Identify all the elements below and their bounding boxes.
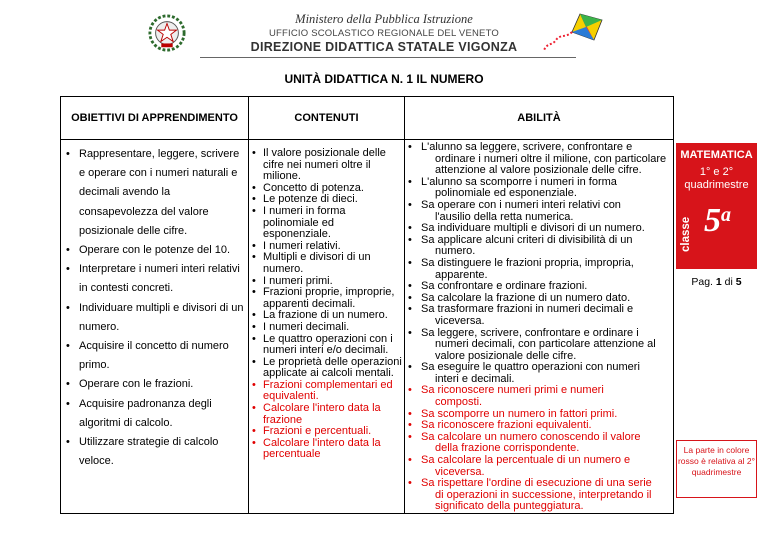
content-item: • I numeri decimali. bbox=[249, 322, 402, 334]
curriculum-table bbox=[60, 96, 674, 514]
red-part-note: La parte in colore rosso è relativa al 2° quadrimestre bbox=[676, 440, 757, 498]
objective-item: • Interpretare i numeri interi relativi in contesti concreti. bbox=[61, 260, 244, 298]
content-item: • I numeri primi. bbox=[249, 276, 402, 288]
class-number-suffix: a bbox=[721, 204, 731, 226]
ability-text: Sa operare con i numeri interi relativi con bbox=[421, 198, 621, 211]
class-number-digit: 5 bbox=[704, 202, 721, 239]
objective-item: • Operare con le potenze del 10. bbox=[61, 241, 244, 260]
ability-item bbox=[405, 385, 671, 408]
ability-item bbox=[405, 258, 671, 281]
abilities-cell bbox=[405, 140, 674, 514]
ability-item bbox=[405, 432, 671, 455]
ability-text: L'alunno sa leggere, scrivere, confrontare e bbox=[421, 141, 633, 153]
ability-text: Sa calcolare un numero conoscendo il valore bbox=[421, 430, 641, 443]
ability-text: Sa confrontare e ordinare frazioni. bbox=[421, 280, 588, 293]
quadrimestre-line-2: quadrimestre bbox=[684, 179, 749, 191]
quadrimestre-line-1: 1° e 2° bbox=[699, 166, 734, 178]
column-header-objectives: OBIETTIVI DI APPRENDIMENTO bbox=[61, 97, 249, 140]
ability-text-continued: numero. bbox=[435, 245, 476, 258]
objective-item: • Operare con le frazioni. bbox=[61, 375, 244, 394]
content-item: • Calcolare l'intero data la frazione bbox=[249, 403, 402, 426]
ability-item bbox=[405, 455, 671, 478]
content-item: • Frazioni proprie, improprie, apparenti decimali. bbox=[249, 287, 402, 310]
content-item: • Le quattro operazioni con i numeri interi e/o decimali. bbox=[249, 334, 402, 357]
content-item: • Calcolare l'intero data la percentuale bbox=[249, 438, 402, 461]
column-header-contents: CONTENUTI bbox=[249, 97, 405, 140]
ability-text-continued: apparente. bbox=[435, 268, 488, 281]
content-item: • Frazioni e percentuali. bbox=[249, 426, 402, 438]
content-item: • Multipli e divisori di un numero. bbox=[249, 252, 402, 275]
ability-text: Sa trasformare frazioni in numeri decimali e bbox=[421, 303, 634, 316]
regional-office: UFFICIO SCOLASTICO REGIONALE DEL VENETO bbox=[268, 28, 500, 39]
page-total: 5 bbox=[735, 276, 742, 288]
objective-item: • Individuare multipli e divisori di un numero. bbox=[61, 299, 244, 337]
ability-text-continued: ordinare i numeri oltre il milione, con particolare attenzione al valore posizionale delle cifre. bbox=[435, 152, 667, 177]
page-indicator bbox=[676, 276, 757, 288]
ability-item bbox=[405, 142, 671, 177]
ability-text-continued: della frazione corrispondente. bbox=[435, 442, 580, 455]
quadrimestre-label bbox=[676, 166, 757, 192]
page-current: 1 bbox=[715, 276, 722, 288]
ability-item bbox=[405, 478, 671, 513]
ability-text-continued: l'ausilio della retta numerica. bbox=[435, 210, 574, 223]
ability-text: Sa riconoscere numeri primi e numeri bbox=[421, 384, 604, 397]
content-item: • I numeri relativi. bbox=[249, 241, 402, 253]
objectives-cell bbox=[61, 140, 249, 514]
ability-text-continued: interi e decimali. bbox=[435, 372, 515, 385]
content-item: • Frazioni complementari ed equivalenti. bbox=[249, 380, 402, 403]
ability-text: Sa distinguere le frazioni propria, impropria, bbox=[421, 256, 634, 269]
objectives-list bbox=[61, 140, 248, 501]
header-divider bbox=[200, 57, 576, 58]
objective-item: • Acquisire padronanza degli algoritmi di calcolo. bbox=[61, 395, 244, 433]
ability-text: Sa scomporre un numero in fattori primi. bbox=[421, 407, 618, 420]
ability-text-continued: viceversa. bbox=[435, 314, 485, 327]
page-title: UNITÀ DIDATTICA N. 1 IL NUMERO bbox=[284, 72, 484, 86]
objective-item: • Utilizzare strategie di calcolo veloce. bbox=[61, 433, 244, 471]
content-item: • I numeri in forma polinomiale ed esponenziale. bbox=[249, 206, 402, 241]
ability-text: Sa calcolare la percentuale di un numero e bbox=[421, 454, 631, 467]
ability-item bbox=[405, 362, 671, 385]
ability-item bbox=[405, 328, 671, 363]
ability-text: Sa applicare alcuni criteri di divisibilità di un bbox=[421, 233, 633, 246]
ministry-name: Ministero della Pubblica Istruzione bbox=[295, 12, 473, 26]
ability-text: Sa calcolare la frazione di un numero dato. bbox=[421, 291, 631, 304]
ability-item bbox=[405, 304, 671, 327]
objective-item: • Rappresentare, leggere, scrivere e operare con i numeri naturali e decimali avendo la consapevolezza del valore posizionale delle cifre. bbox=[61, 145, 244, 241]
content-item: • La frazione di un numero. bbox=[249, 310, 402, 322]
ability-item bbox=[405, 235, 671, 258]
ability-text-continued: viceversa. bbox=[435, 465, 485, 478]
content-item: • Concetto di potenza. bbox=[249, 183, 402, 195]
ability-text: Sa riconoscere frazioni equivalenti. bbox=[421, 419, 592, 432]
ability-item bbox=[405, 177, 671, 200]
ability-text: Sa rispettare l'ordine di esecuzione di una serie bbox=[421, 477, 652, 490]
ability-text: Sa eseguire le quattro operazioni con numeri bbox=[421, 361, 640, 374]
ability-text: Sa leggere, scrivere, confrontare e ordinare i bbox=[421, 326, 639, 339]
ability-item bbox=[405, 200, 671, 223]
ability-text-continued: composti. bbox=[435, 396, 483, 409]
table-header-row bbox=[61, 97, 674, 140]
content-item: • Le potenze di dieci. bbox=[249, 194, 402, 206]
column-header-abilities: ABILITÀ bbox=[405, 97, 674, 140]
contents-list bbox=[249, 140, 404, 461]
page-prefix: Pag. bbox=[691, 276, 716, 288]
content-item: • Le proprietà delle operazioni applicate ai calcoli mentali. bbox=[249, 357, 402, 380]
abilities-list bbox=[405, 140, 673, 513]
ability-text-continued: polinomiale ed esponenziale. bbox=[435, 187, 577, 200]
table-body-row bbox=[61, 140, 674, 514]
subject-label: MATEMATICA bbox=[680, 149, 753, 161]
ability-text-continued: numeri decimali, con particolare attenzione al valore posizionale delle cifre. bbox=[435, 338, 656, 362]
school-direction: DIREZIONE DIDATTICA STATALE VIGONZA bbox=[250, 40, 518, 54]
ability-text: L'alunno sa scomporre i numeri in forma bbox=[421, 175, 617, 188]
ability-text: Sa individuare multipli e divisori di un numero. bbox=[421, 222, 645, 235]
class-number bbox=[704, 202, 731, 240]
classe-label: classe bbox=[680, 216, 692, 252]
ability-text-continued: di operazioni in successione, interpretando il significato della punteggiatura. bbox=[435, 488, 652, 513]
contents-cell bbox=[249, 140, 405, 514]
content-item: • Il valore posizionale delle cifre nei numeri oltre il milione. bbox=[249, 148, 402, 183]
objective-item: • Acquisire il concetto di numero primo. bbox=[61, 337, 244, 375]
page-of: di bbox=[721, 276, 736, 288]
